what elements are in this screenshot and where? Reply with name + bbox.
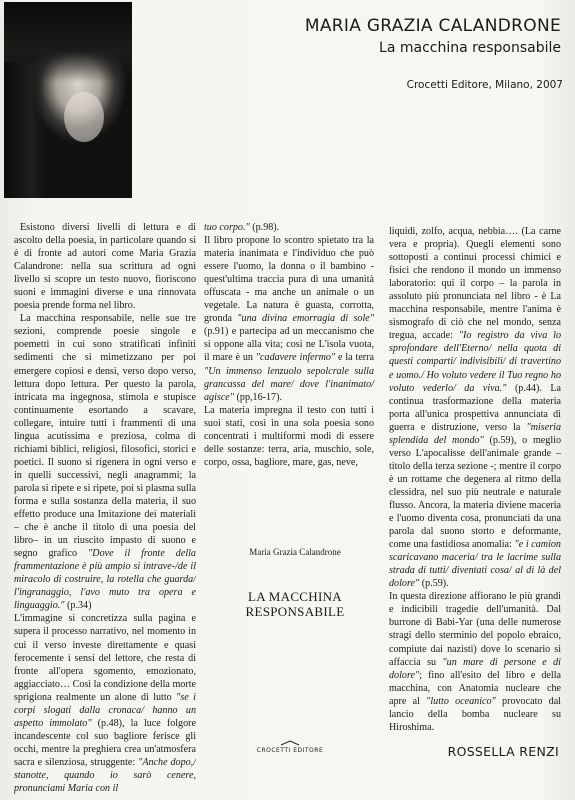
- quote: "Dove il fronte della frammentazione è più ampio si intrave-/de il miracolo di costruire, la rotella che guarda/ l'ingranaggio, l'avo muto tra opera e linguaggio.": [14, 548, 196, 612]
- paragraph: liquidi, zolfo, acqua, nebbia…. (La carne vera e propria). Quegli elementi sono sottoposti a continui processi chimici e fisici che rendono il mondo un immenso laboratorio: qui il corpo – la parola in assoluto più pronunciata nel libro - è La macchina responsabile, mentre l'anima è sismografo di ciò che nel mondo, senza tregua, accade: "Io registro da viva lo sprofondare dell'Eterno/ nella quota di questi comparti/ indivisibili/ di travertino e uomo./ Ho voluto vedere il Tuo regno ho voluto vederlo/ da viva." (p.44). La continua trasformazione della materia porta all'unica prospettiva annunciata di guerra e distruzione, verso la "miseria splendida del mondo" (p.59), o meglio verso L'apocalisse dell'animale grande – titolo della terza sezione -; mentre il corpo è un rottame che degenera al ritmo della clessidra, nel suo più neutrale e naturale flusso. Ancora, la materia diviene maceria e l'uomo diventa cosa, pronunciati da una parola dal suono storto e deformante, come una fastidiosa anomalia: "e i camion scaricavano maceria/ tra le lacrime sulla strada di tutti/ diventati cosa/ al di là del dolore" (p.59).: [389, 226, 562, 590]
- cover-author: Maria Grazia Calandrone: [249, 547, 341, 557]
- text-column-3: [389, 225, 561, 734]
- publisher-mark-icon: [280, 740, 300, 746]
- quote: "Anche dopo,/ stanotte, quando io sarò cenere, pronunciami Maria con il: [14, 756, 196, 795]
- quote: "Io registro da viva lo sprofondare dell'Eterno/ nella quota di questi comparti/ indivisibili/ di travertino e uomo./ Ho voluto vedere il Tuo regno ho voluto vederlo/ da viva.": [389, 330, 562, 394]
- quote: "Un immenso lenzuolo sepolcrale sulla grancassa del mare/ dove l'inanimato/ agisce": [204, 365, 374, 403]
- paragraph: tuo corpo." (p.98).: [204, 222, 280, 233]
- quote: "una divina emorragia di sole": [237, 313, 374, 325]
- book-cover: [210, 540, 380, 650]
- publisher-logo-text: CROCETTI EDITORE: [256, 747, 324, 754]
- paragraph: La materia impregna il testo con tutti i suoi stati, così in una sola poesia sono concentrati i multiformi modi di essere delle sostanze: terra, aria, muschio, sole, corpo, ossa, bagliore, mare, gas, neve,: [204, 404, 374, 468]
- reviewer-name: ROSSELLA RENZI: [447, 744, 559, 759]
- publisher-info: Crocetti Editore, Milano, 2007: [406, 79, 563, 91]
- photo-face-highlight: [64, 92, 104, 142]
- quote: "miseria splendida del mondo": [389, 421, 561, 446]
- book-title: La macchina responsabile: [379, 40, 561, 56]
- author-photo: [4, 2, 132, 198]
- paragraph: In questa direzione affiorano le più grandi e indicibili tragedie dell'umanità. Dal burrone di Babi-Yar (una delle numerose stragi dello sterminio del popolo ebraico, compiute dai nazisti) dove lo scenario si affaccia su "un mare di persone e di dolore"; fino all'esito del libro e della macchina, con Anatomia nucleare che apre al "lutto oceanico" provocato dal lancio della bomba nucleare su Hiroshima.: [389, 591, 561, 733]
- paragraph: Esistono diversi livelli di lettura e di ascolto della poesia, in particolare quando si è di fronte ad autori come Maria Grazia Calandrone: nella sua scrittura ad ogni livello si scopre un testo nuovo, fioriscono suoni e immagini diverse e una rinnovata poesia prende forma nel libro.: [14, 222, 196, 312]
- paragraph: La macchina responsabile, nelle sue tre sezioni, comprende poesie singole e poemetti in cui sono stratificati infiniti sedimenti che si mimetizzano per poi emergere copiosi e densi, verso dopo verso, lettura dopo lettura. Per questo la parola, intricata ma ingegnosa, stimola e stupisce continuamente esortando a scavare, collegare, intuire tutti i frammenti di una lingua acutissima e preziosa, colma di richiami biblici, religiosi, filosofici, storici e poetici. Il suono si rigenera in ogni verso e in quelli successivi, negli anagrammi; la parola si ripete e si ripete, poi si plasma sulla forma e sulla sostanza della materia, il suo effetto produce una Imitazione dei materiali – che è anche il titolo di una poesia del libro– in un riuscito impasto di suono e segno grafico "Dove il fronte della frammentazione è più ampio si intrave-/de il miracolo di costruire, la rotella che guarda/ l'ingranaggio, l'avo muto tra opera e linguaggio." (p.34): [14, 313, 196, 612]
- quote: "cadavere infermo": [255, 352, 336, 364]
- quote: "se i corpi slogati dalla cronaca/ hanno un aspetto immolato": [14, 691, 196, 729]
- quote: "lutto oceanico": [426, 695, 496, 707]
- text-column-1: [14, 221, 196, 800]
- quote: tuo corpo.": [204, 222, 250, 233]
- author-name: MARIA GRAZIA CALANDRONE: [304, 16, 561, 36]
- quote: "un mare di persone e di dolore": [389, 656, 561, 681]
- paragraph: Il libro propone lo scontro spietato tra la materia inanimata e l'individuo che può essere l'uomo, la donna o il bambino - quest'ultima traccia pura di una umanità offuscata - ma anche un animale o un vegetale. La natura è guasta, corrotta, gronda "una divina emorragia di sole" (p.91) e partecipa ad un meccanismo che si oppone alla vita; così ne L'isola vuota, il mare è un "cadavere infermo" e la terra "Un immenso lenzuolo sepolcrale sulla grancassa del mare/ dove l'inanimato/ agisce" (pp,16-17).: [204, 235, 375, 403]
- quote: "e i camion scaricavano maceria/ tra le lacrime sulla strada di tutti/ diventati cosa/ al di là del dolore": [389, 539, 561, 590]
- photo-left-shadow: [4, 62, 44, 198]
- cover-title: LA MACCHINA RESPONSABILE: [245, 589, 345, 619]
- text-column-2: [204, 221, 374, 469]
- publisher-logo: [253, 740, 327, 754]
- paragraph: L'immagine si concretizza sulla pagina e supera il processo narrativo, nel momento in cui il verso investe direttamente e quasi ferocemente i sensi del lettore, che resta di fronte all'opera sgomento, emozionato, aggiacciato… Così la condizione della morte sprigiona realmente un alone di lutto "se i corpi slogati dalla cronaca/ hanno un aspetto immolato" (p.48), la luce folgore incandescente col suo bagliore ferisce gli occhi, mentre la preghiera crea un'atmosfera sacra e silenziosa, struggente: "Anche dopo,/ stanotte, quando io sarò cenere, pronunciami Maria con il: [14, 613, 196, 795]
